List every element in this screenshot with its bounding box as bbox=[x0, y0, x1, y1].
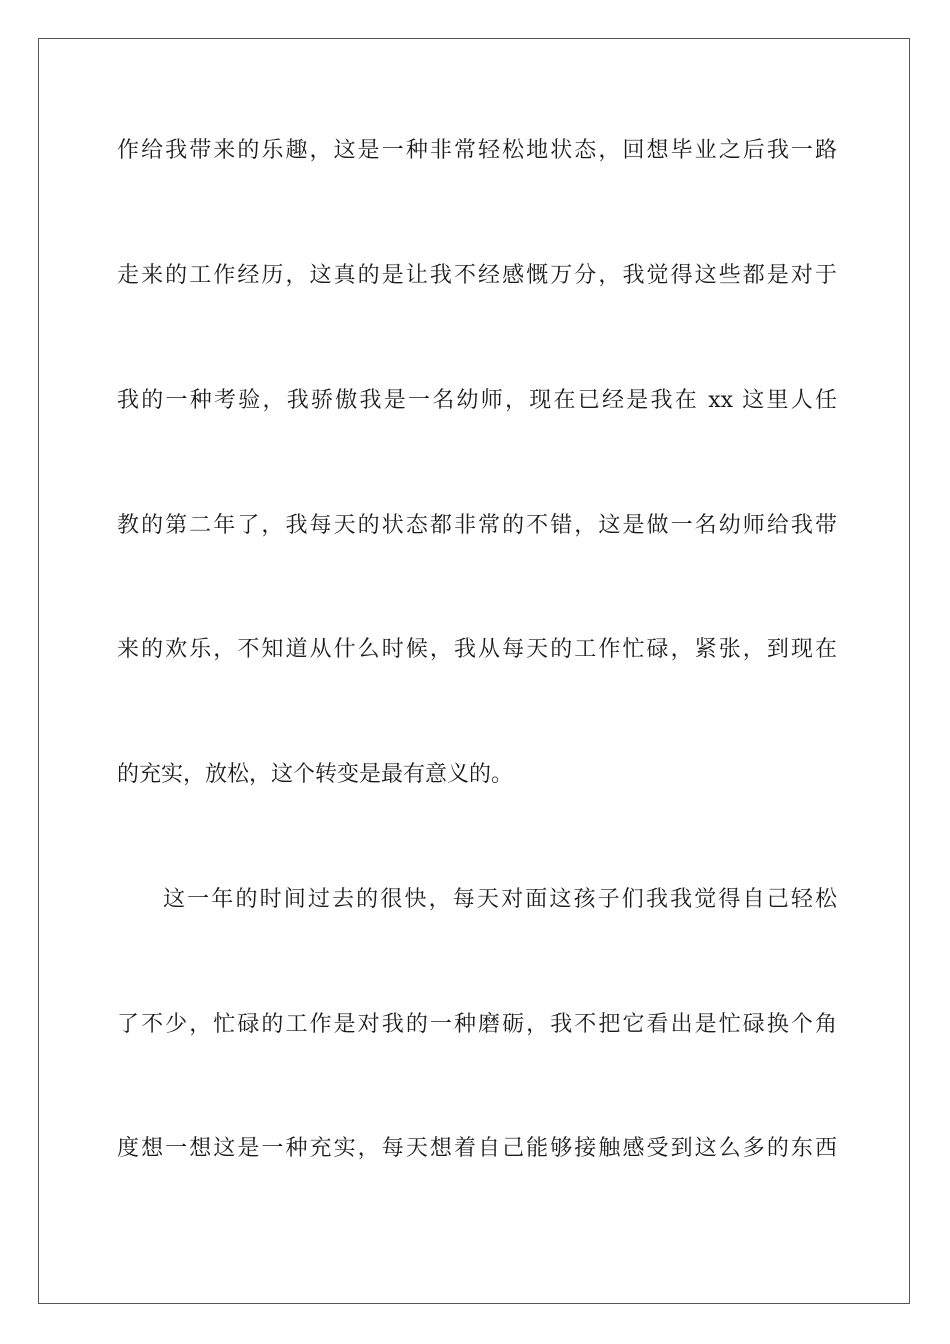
text-line: 这一年的时间过去的很快，每天对面这孩子们我我觉得自己轻松 bbox=[163, 887, 837, 912]
text-line: 的充实，放松，这个转变是最有意义的。 bbox=[117, 762, 514, 787]
text-line: 度想一想这是一种充实，每天想着自己能够接触感受到这么多的东西 bbox=[117, 1136, 837, 1161]
text-line: 来的欢乐，不知道从什么时候，我从每天的工作忙碌，紧张，到现在 bbox=[117, 637, 837, 662]
text-line: 走来的工作经历，这真的是让我不经感慨万分，我觉得这些都是对于 bbox=[117, 263, 837, 288]
text-line: 了不少，忙碌的工作是对我的一种磨砺，我不把它看出是忙碌换个角 bbox=[117, 1012, 837, 1037]
page-frame bbox=[38, 38, 910, 1304]
text-line: 作给我带来的乐趣，这是一种非常轻松地状态，回想毕业之后我一路 bbox=[117, 138, 837, 163]
text-line: 教的第二年了，我每天的状态都非常的不错，这是做一名幼师给我带 bbox=[117, 513, 837, 538]
text-line: 我的一种考验，我骄傲我是一名幼师，现在已经是我在 xx 这里人任 bbox=[117, 388, 837, 413]
